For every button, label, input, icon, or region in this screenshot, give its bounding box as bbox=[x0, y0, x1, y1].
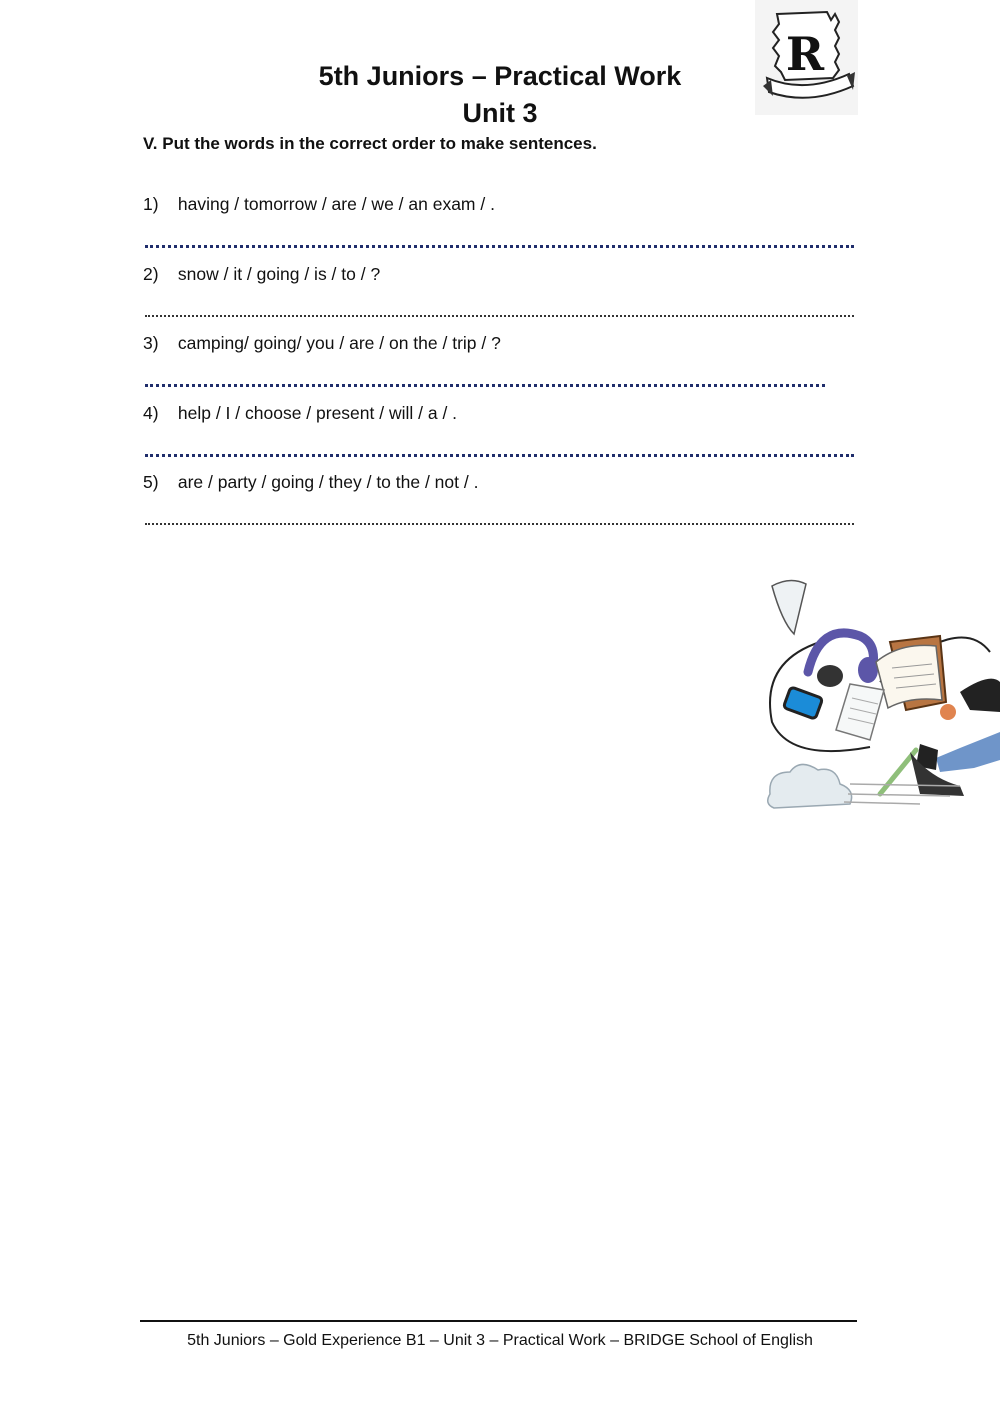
exercise-item-5 bbox=[143, 472, 478, 493]
exercise-item-4 bbox=[143, 403, 457, 424]
page-title: 5th Juniors – Practical Work bbox=[318, 61, 682, 91]
answer-line-3[interactable] bbox=[145, 384, 825, 387]
running-student-illustration bbox=[760, 572, 1000, 812]
title-block bbox=[0, 58, 1000, 132]
running-student-with-flying-books-icon bbox=[760, 572, 1000, 812]
footer-text: 5th Juniors – Gold Experience B1 – Unit 3 – Practical Work – BRIDGE School of English bbox=[187, 1332, 813, 1349]
exercise-prompt: camping/ going/ you / are / on the / trip / ? bbox=[177, 333, 501, 353]
exercise-prompt: having / tomorrow / are / we / an exam / . bbox=[177, 194, 495, 214]
exercise-item-3 bbox=[143, 333, 501, 354]
exercise-prompt: are / party / going / they / to the / not / . bbox=[177, 472, 479, 492]
exercise-number: 2) bbox=[143, 264, 159, 284]
unit-title: Unit 3 bbox=[462, 98, 538, 128]
exercise-number: 4) bbox=[143, 403, 159, 423]
exercise-number: 1) bbox=[143, 194, 159, 214]
answer-line-2[interactable] bbox=[145, 315, 854, 317]
footer-divider bbox=[140, 1320, 857, 1322]
exercise-item-2 bbox=[143, 264, 380, 285]
exercise-prompt: snow / it / going / is / to / ? bbox=[177, 264, 381, 284]
answer-line-5[interactable] bbox=[145, 523, 854, 525]
exercise-item-1 bbox=[143, 194, 495, 215]
section-instruction: V. Put the words in the correct order to make sentences. bbox=[143, 134, 597, 153]
answer-line-4[interactable] bbox=[145, 454, 854, 457]
svg-text:R: R bbox=[785, 27, 825, 81]
exercise-number: 3) bbox=[143, 333, 159, 353]
answer-line-1[interactable] bbox=[145, 245, 854, 248]
exercise-number: 5) bbox=[143, 472, 159, 492]
exercise-prompt: help / I / choose / present / will / a / . bbox=[177, 403, 458, 423]
